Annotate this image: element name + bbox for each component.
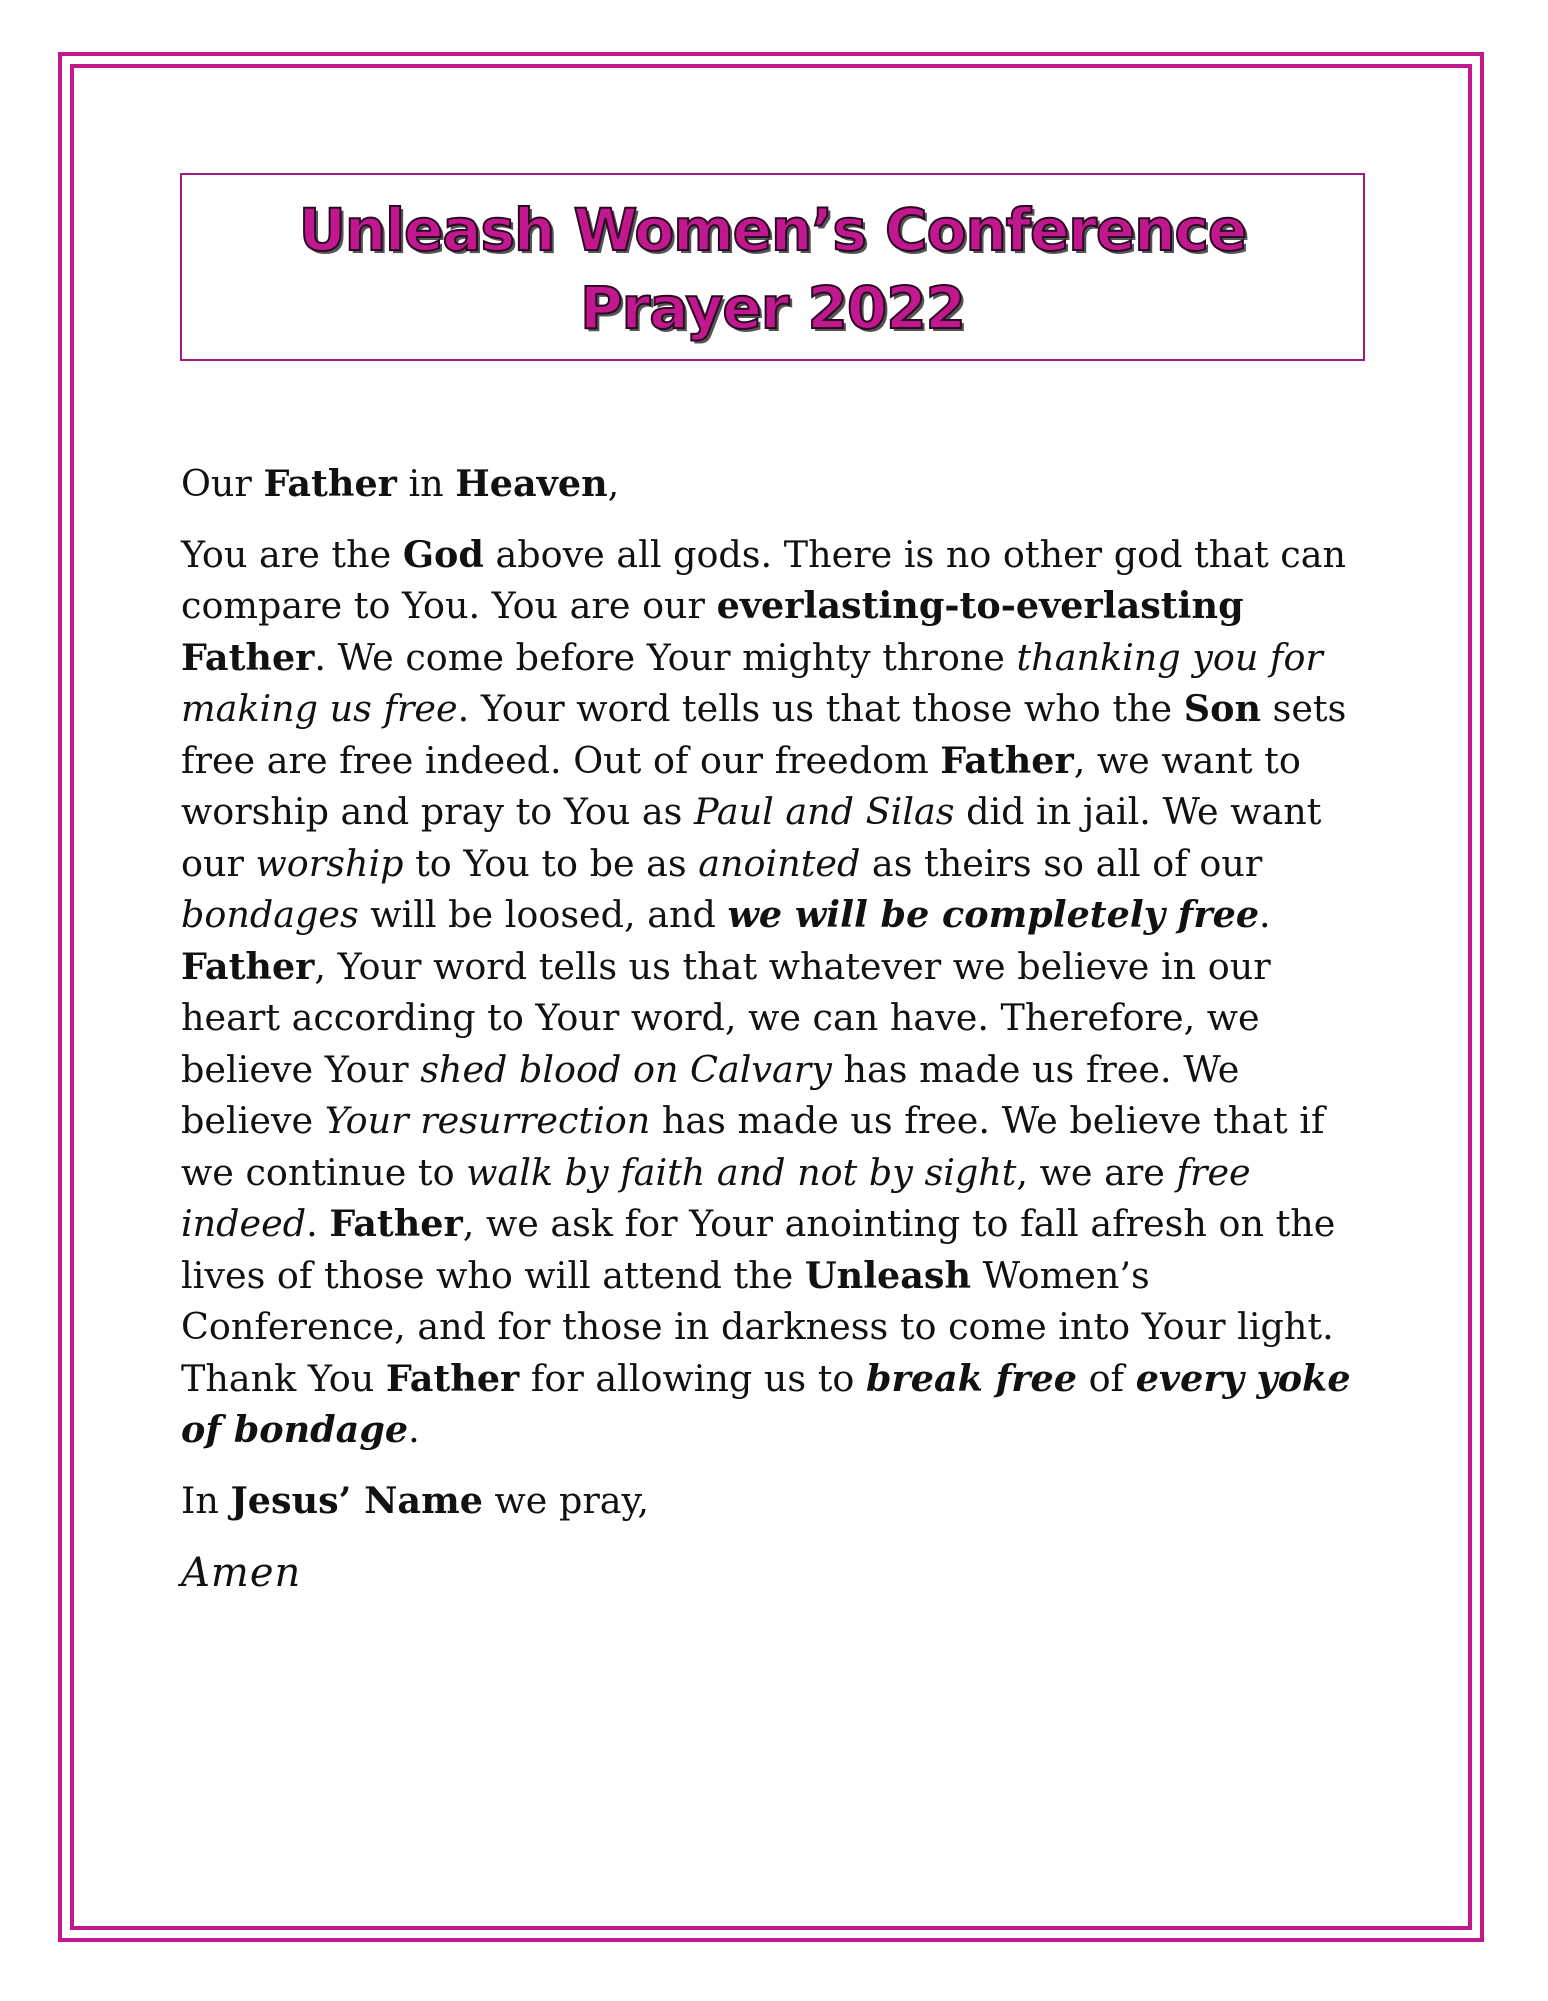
amen-signature: Amen [181,1550,302,1596]
body-text: You are the [181,532,403,576]
bold-phrase: Father [385,1356,520,1400]
body-text: sets free are free indeed. Out of our freedom [181,687,1347,782]
bold-phrase: God [402,532,484,576]
body-text: as theirs so all of our [860,841,1263,885]
body-text: will be loosed, and [358,893,728,936]
body-text: . Your word tells us that those who the [457,687,1184,730]
salutation-heaven: Heaven [455,462,608,505]
closing-text: we pray, [482,1478,649,1522]
salutation-text: Our [181,462,264,505]
body-text: of [1076,1356,1136,1400]
body-text: , we want to worship and pray to You as [181,738,1301,833]
body-text: for allowing us to [519,1356,866,1400]
italic-phrase: walk by faith and not by sight [466,1150,1017,1194]
prayer-body [181,529,1371,1456]
prayer-content [181,458,1371,1601]
salutation-text: in [396,462,456,505]
salutation [181,458,1371,510]
closing-text: In [181,1478,231,1522]
body-text: above all gods. There is no other god that can compare to You. You are our [181,532,1346,627]
bold-phrase: Son [1183,687,1261,730]
italic-phrase: shed blood on Calvary [420,1047,832,1091]
italic-phrase: Your resurrection [324,1099,651,1142]
italic-phrase: bondages [181,893,359,936]
body-text: to You to be as [403,841,699,885]
body-text: , we ask for Your anointing to fall afresh on the lives of those who will attend the [181,1202,1336,1297]
body-text: . [408,1408,420,1451]
bold-phrase: everlasting-to-everlasting Father [181,584,1244,679]
body-text: did in jail. We want our [181,790,1322,885]
italic-phrase: free indeed [181,1150,1251,1245]
bold-phrase: Unleash [804,1253,972,1297]
body-text: has made us free. We believe that if we continue to [181,1099,1325,1194]
bold-phrase: Father [181,944,315,988]
body-text: . We come before Your mighty throne [314,635,1017,679]
italic-phrase: Paul and Silas [693,790,955,833]
body-text: , we are [1016,1150,1177,1194]
italic-phrase: anointed [698,841,861,885]
italic-phrase: worship [255,841,404,885]
closing-line [181,1475,1371,1527]
body-text: , Your word tells us that whatever we believe in our heart according to Your word, we can have. Therefore, we believe Your [181,944,1271,1091]
bold-italic-phrase: break free [865,1356,1077,1400]
title-line-2: Prayer 2022 [580,274,965,342]
bold-phrase: Father [940,738,1074,782]
bold-italic-phrase: every yoke of bondage [181,1356,1351,1451]
salutation-father: Father [263,462,397,505]
bold-phrase: Father [329,1202,463,1245]
italic-phrase: thanking you for making us free [181,635,1323,730]
bold-italic-phrase: we will be completely free [727,893,1260,936]
closing-jesus-name: Jesus’ Name [230,1478,483,1522]
title-line-1: Unleash Women’s Conference [298,196,1247,264]
body-text: has made us free. We believe [181,1047,1240,1142]
title-box [180,173,1365,361]
body-text: Women’s Conference, and for those in darkness to come into Your light. Thank You [181,1253,1334,1400]
body-text: . [1259,893,1271,936]
body-text: . [306,1202,330,1245]
salutation-text: , [607,462,620,505]
